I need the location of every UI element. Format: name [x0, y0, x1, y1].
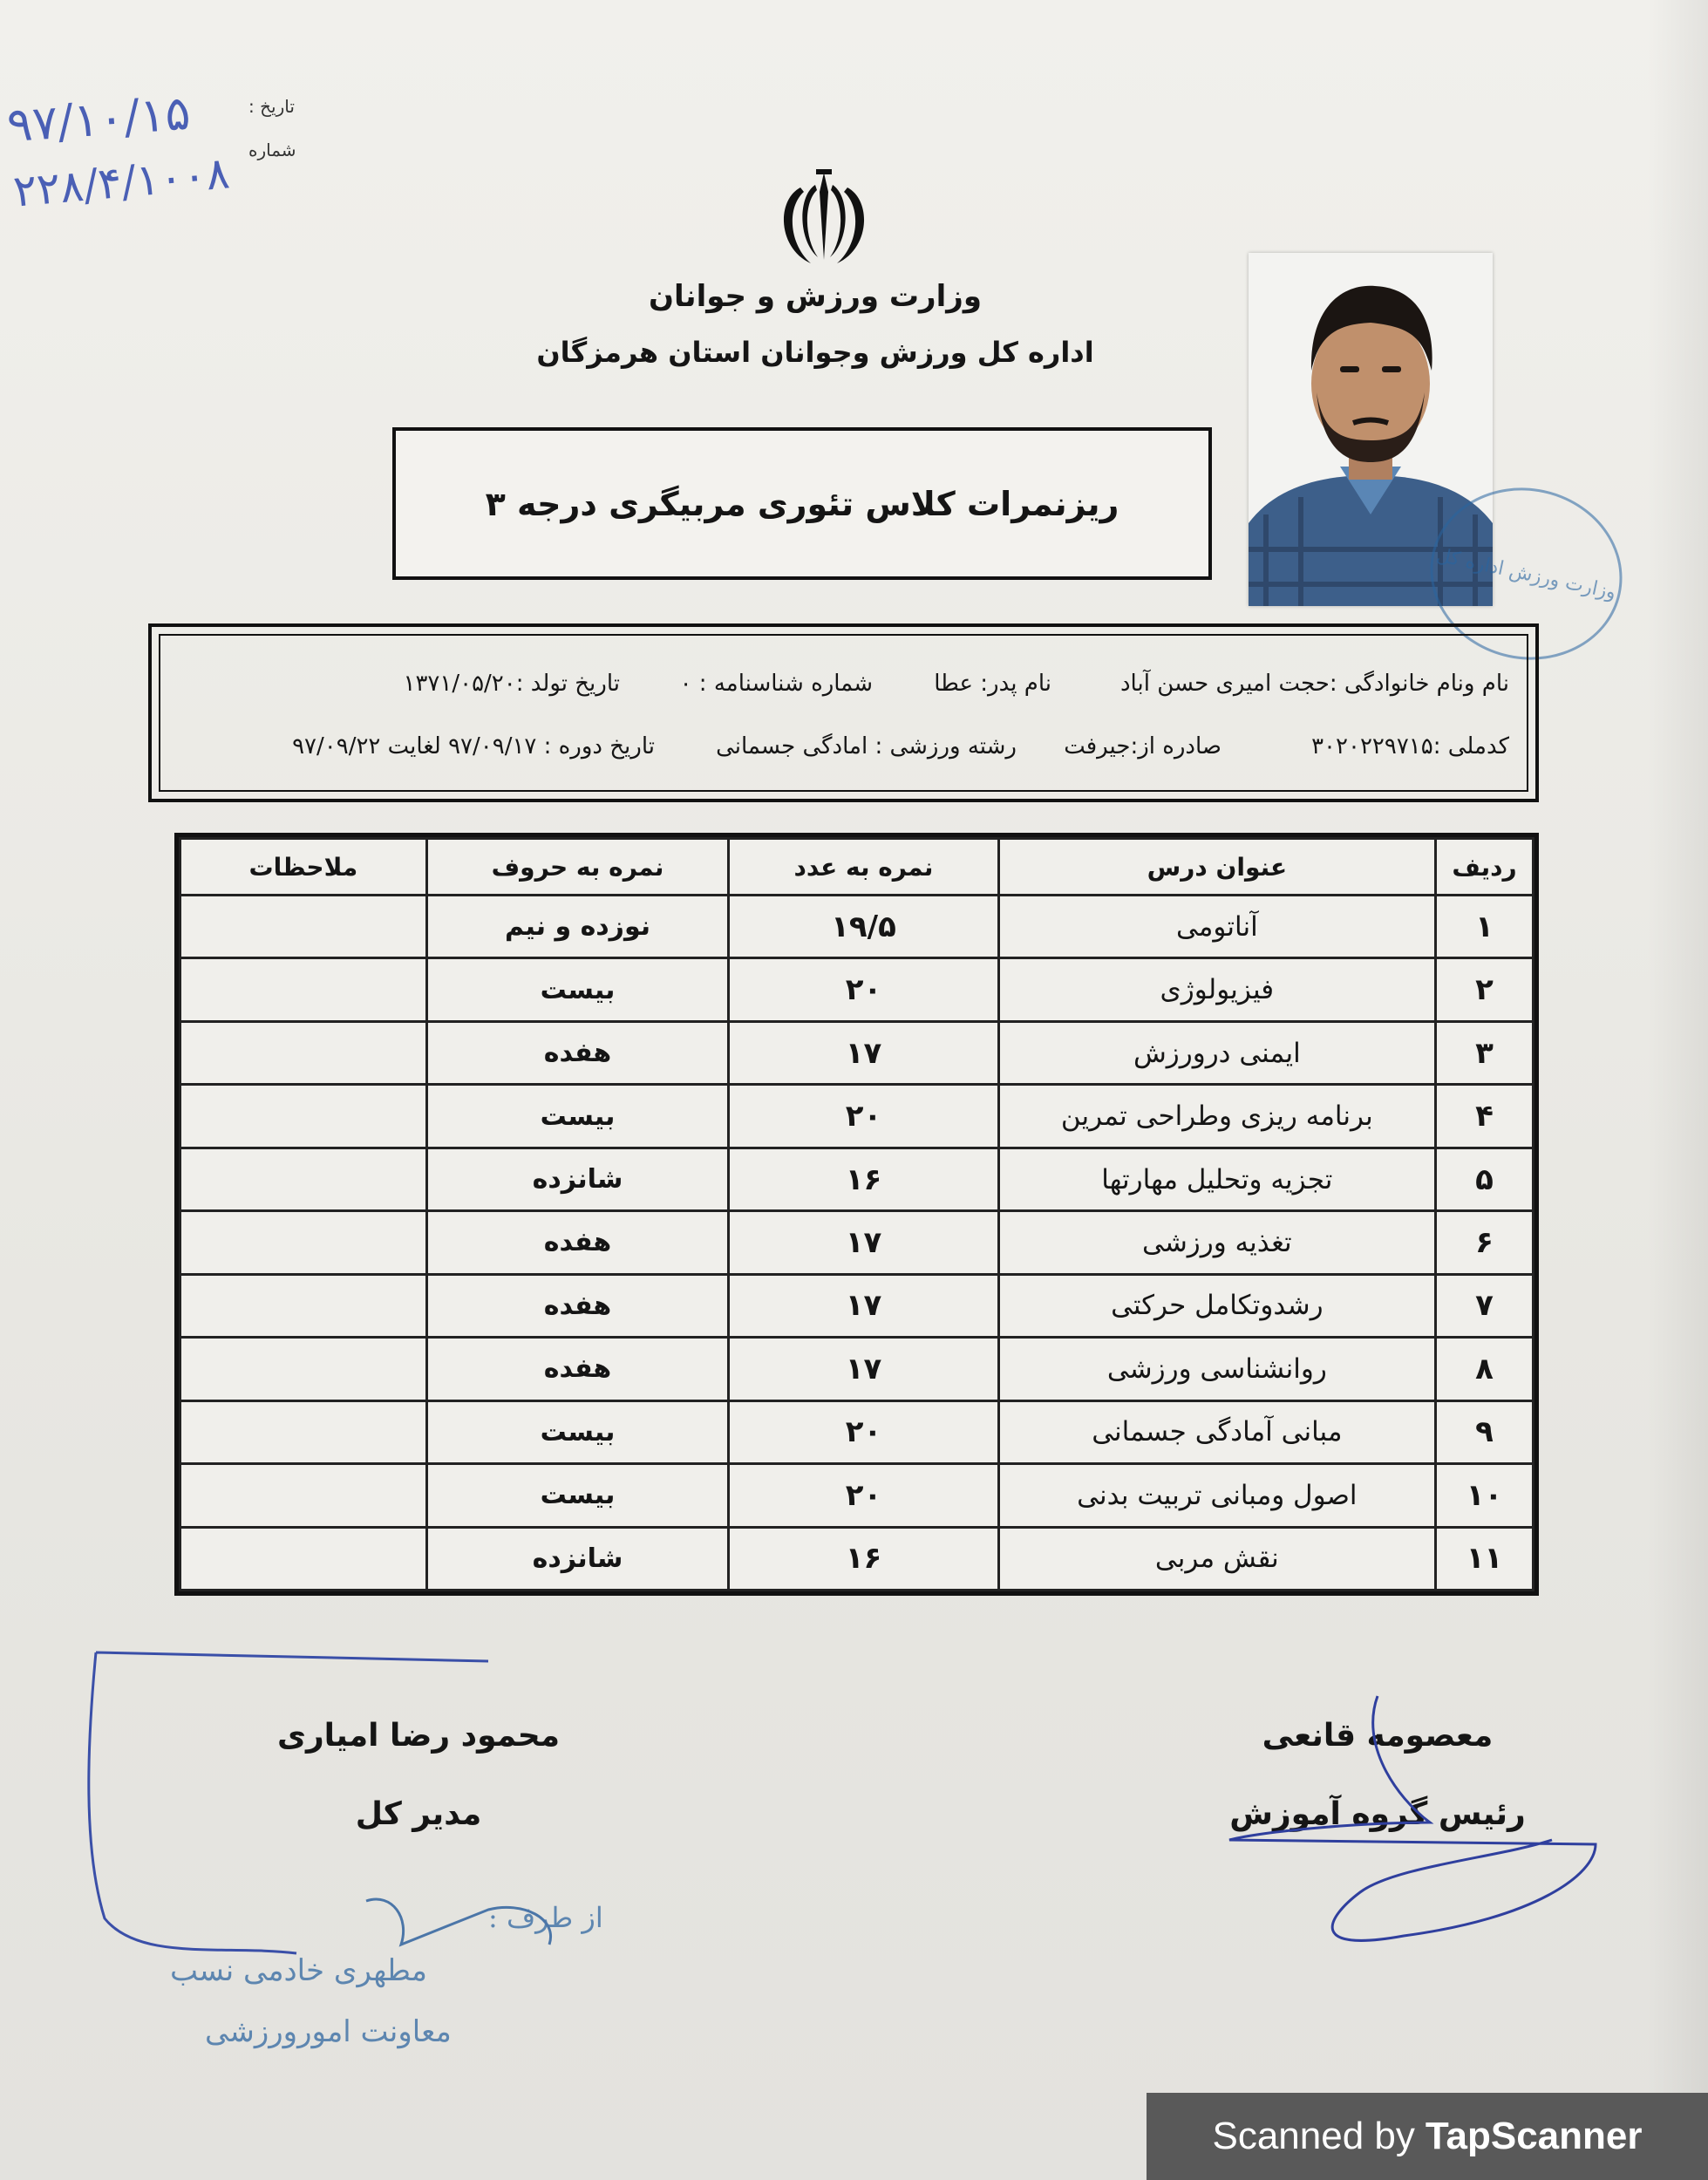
director-name: محمود رضا امیاری: [276, 1718, 561, 1754]
scanner-watermark: [1147, 2093, 1708, 2180]
grade-in-words-cell: هفده: [426, 1021, 729, 1084]
table-header-row: [180, 839, 1534, 896]
row-index-cell: ۵: [1436, 1148, 1534, 1210]
education-head-title: رئیس گروه آموزش: [1229, 1796, 1526, 1832]
numeric-grade-cell: ۲۰: [729, 958, 998, 1021]
table-row: [180, 1464, 1534, 1527]
row-index-cell: ۷: [1436, 1274, 1534, 1337]
remarks-cell: [180, 1211, 427, 1274]
row-index-cell: ۴: [1436, 1085, 1534, 1148]
numeric-grade-cell: ۲۰: [729, 1085, 998, 1148]
column-header: عنوان درس: [998, 839, 1435, 896]
on-behalf-label: از طرف :: [488, 1901, 603, 1934]
grade-in-words-cell: بیست: [426, 1400, 729, 1463]
numeric-grade-cell: ۱۷: [729, 1274, 998, 1337]
table-row: [180, 1274, 1534, 1337]
table-row: [180, 1527, 1534, 1590]
remarks-cell: [180, 1021, 427, 1084]
remarks-cell: [180, 1338, 427, 1400]
course-title-cell: آناتومی: [998, 896, 1435, 958]
row-index-cell: ۸: [1436, 1338, 1534, 1400]
remarks-cell: [180, 896, 427, 958]
course-title-cell: نقش مربی: [998, 1527, 1435, 1590]
course-title-cell: فیزیولوژی: [998, 958, 1435, 1021]
column-header: ردیف: [1436, 839, 1534, 896]
table-row: [180, 1021, 1534, 1084]
remarks-cell: [180, 1085, 427, 1148]
table-row: [180, 1148, 1534, 1210]
remarks-cell: [180, 1274, 427, 1337]
date-label: تاریخ :: [248, 96, 295, 117]
provincial-office-name: اداره کل ورزش وجوانان استان هرمزگان: [536, 336, 1094, 369]
course-dates-field: تاریخ دوره : ۹۷/۰۹/۱۷ لغایت ۹۷/۰۹/۲۲: [292, 733, 655, 760]
grade-in-words-cell: بیست: [426, 1464, 729, 1527]
handwritten-number: ۲۲۸/۴/۱۰۰۸: [10, 147, 232, 217]
education-head-name: معصومه قانعی: [1262, 1718, 1494, 1754]
number-label: شماره: [248, 140, 296, 160]
full-name-field: نام ونام خانوادگی :حجت امیری حسن آباد: [1119, 671, 1509, 697]
table-row: [180, 896, 1534, 958]
column-header: نمره به عدد: [729, 839, 998, 896]
id-number-field: شماره شناسنامه : ۰: [679, 671, 873, 697]
numeric-grade-cell: ۱۶: [729, 1148, 998, 1210]
row-index-cell: ۹: [1436, 1400, 1534, 1463]
watermark-brand: TapScanner: [1425, 2115, 1643, 2157]
row-index-cell: ۶: [1436, 1211, 1534, 1274]
column-header: نمره به حروف: [426, 839, 729, 896]
handwritten-deputy-title: معاونت امورورزشی: [205, 2014, 452, 2049]
remarks-cell: [180, 1148, 427, 1210]
table-row: [180, 958, 1534, 1021]
watermark-prefix: Scanned by: [1212, 2115, 1415, 2157]
remarks-cell: [180, 958, 427, 1021]
birth-date-field: تاریخ تولد :۱۳۷۱/۰۵/۲۰: [403, 671, 620, 697]
row-index-cell: ۱۱: [1436, 1527, 1534, 1590]
course-title-cell: مبانی آمادگی جسمانی: [998, 1400, 1435, 1463]
director-title: مدیر کل: [355, 1796, 482, 1832]
numeric-grade-cell: ۲۰: [729, 1464, 998, 1527]
numeric-grade-cell: ۱۷: [729, 1338, 998, 1400]
page-edge-shadow: [1647, 0, 1708, 2180]
row-index-cell: ۱۰: [1436, 1464, 1534, 1527]
issued-from-field: صادره از:جیرفت: [1064, 733, 1221, 760]
remarks-cell: [180, 1527, 427, 1590]
numeric-grade-cell: ۱۷: [729, 1021, 998, 1084]
grade-in-words-cell: شانزده: [426, 1527, 729, 1590]
row-index-cell: ۲: [1436, 958, 1534, 1021]
table-row: [180, 1085, 1534, 1148]
course-title-cell: تجزیه وتحلیل مهارتها: [998, 1148, 1435, 1210]
course-title-cell: تغذیه ورزشی: [998, 1211, 1435, 1274]
grade-in-words-cell: هفده: [426, 1338, 729, 1400]
table-row: [180, 1400, 1534, 1463]
iran-emblem-icon: [767, 166, 881, 270]
grade-in-words-cell: بیست: [426, 1085, 729, 1148]
course-title-cell: ایمنی درورزش: [998, 1021, 1435, 1084]
document-title: ریزنمرات کلاس تئوری مربیگری درجه ۳: [485, 484, 1119, 523]
grade-in-words-cell: هفده: [426, 1274, 729, 1337]
remarks-cell: [180, 1400, 427, 1463]
national-code-field: کدملی :۳۰۲۰۲۲۹۷۱۵: [1311, 733, 1509, 760]
row-index-cell: ۱: [1436, 896, 1534, 958]
table-row: [180, 1338, 1534, 1400]
course-title-cell: روانشناسی ورزشی: [998, 1338, 1435, 1400]
remarks-cell: [180, 1464, 427, 1527]
numeric-grade-cell: ۲۰: [729, 1400, 998, 1463]
father-name-field: نام پدر: عطا: [934, 671, 1051, 697]
grade-in-words-cell: شانزده: [426, 1148, 729, 1210]
course-title-cell: رشدوتکامل حرکتی: [998, 1274, 1435, 1337]
numeric-grade-cell: ۱۹/۵: [729, 896, 998, 958]
handwritten-date: ۹۷/۱۰/۱۵: [5, 85, 193, 153]
grades-table: [174, 833, 1539, 1596]
ministry-name: وزارت ورزش و جوانان: [649, 279, 982, 314]
grade-in-words-cell: نوزده و نیم: [426, 896, 729, 958]
row-index-cell: ۳: [1436, 1021, 1534, 1084]
course-title-cell: اصول ومبانی تربیت بدنی: [998, 1464, 1435, 1527]
sport-field: رشته ورزشی : امادگی جسمانی: [716, 733, 1017, 760]
table-row: [180, 1211, 1534, 1274]
numeric-grade-cell: ۱۷: [729, 1211, 998, 1274]
stamp-text: وزارت ورزش اداره کل: [1434, 543, 1618, 604]
handwritten-deputy-name: مطهری خادمی نسب: [170, 1953, 428, 1988]
grade-in-words-cell: بیست: [426, 958, 729, 1021]
column-header: ملاحظات: [180, 839, 427, 896]
document-title-box: [392, 427, 1212, 580]
applicant-info-box: [148, 623, 1539, 802]
course-title-cell: برنامه ریزی وطراحی تمرین: [998, 1085, 1435, 1148]
numeric-grade-cell: ۱۶: [729, 1527, 998, 1590]
grade-in-words-cell: هفده: [426, 1211, 729, 1274]
